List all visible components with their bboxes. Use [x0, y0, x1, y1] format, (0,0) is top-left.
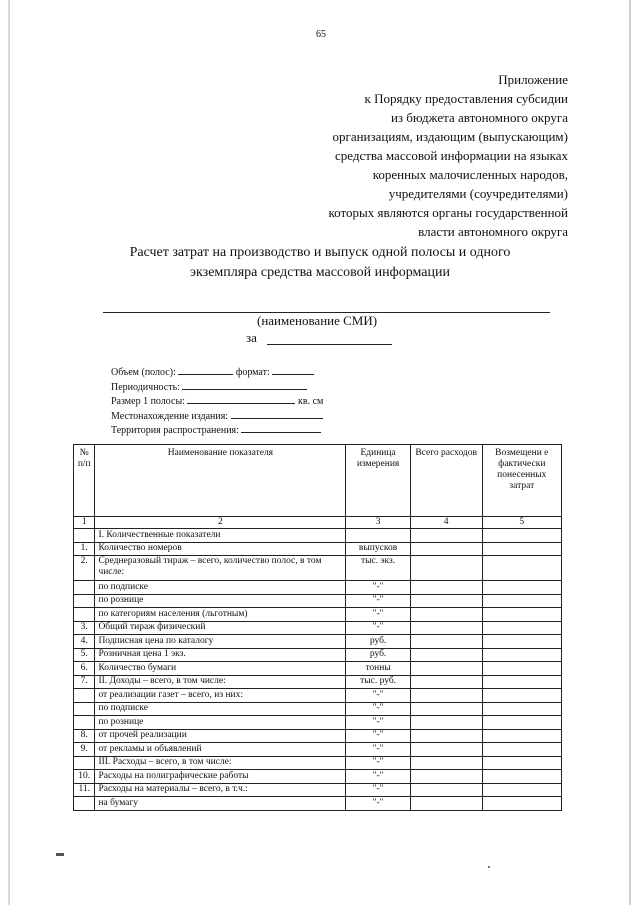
- table-row: [74, 797, 562, 811]
- row-reimbursement-value[interactable]: [482, 662, 561, 676]
- territory-blank: [241, 423, 321, 433]
- row-number: [74, 797, 95, 811]
- format-label: формат:: [235, 367, 270, 378]
- row-indicator: от рекламы и объявлений: [95, 743, 346, 757]
- row-total-value[interactable]: [410, 635, 482, 649]
- table-row: [74, 662, 562, 676]
- row-indicator: по рознице: [95, 716, 346, 730]
- table-row: [74, 529, 562, 543]
- location-label: Местонахождение издания:: [111, 410, 229, 422]
- period-row: [246, 330, 392, 346]
- row-total-value[interactable]: [410, 770, 482, 784]
- row-number: 8.: [74, 729, 95, 743]
- row-total-value[interactable]: [410, 662, 482, 676]
- row-indicator: по рознице: [95, 594, 346, 608]
- period-blank: [267, 331, 392, 345]
- header-unit: Единица измерения: [346, 445, 410, 517]
- row-reimbursement-value[interactable]: [482, 797, 561, 811]
- row-reimbursement-value[interactable]: [482, 635, 561, 649]
- row-unit: "-": [346, 621, 410, 635]
- format-blank: [272, 365, 314, 375]
- scan-edge-right: [629, 0, 631, 905]
- row-reimbursement-value[interactable]: [482, 783, 561, 797]
- header-no: № п/п: [74, 445, 95, 517]
- row-indicator: Расходы на полиграфические работы: [95, 770, 346, 784]
- row-total-value[interactable]: [410, 648, 482, 662]
- row-total-value[interactable]: [410, 581, 482, 595]
- row-number: 2.: [74, 556, 95, 581]
- row-total-value[interactable]: [410, 689, 482, 703]
- scan-mark: [56, 853, 64, 856]
- row-indicator: I. Количественные показатели: [95, 529, 346, 543]
- cost-calculation-table: [73, 444, 562, 811]
- periodicity-label: Периодичность:: [111, 381, 180, 393]
- location-blank: [231, 409, 323, 419]
- row-reimbursement-value[interactable]: [482, 581, 561, 595]
- row-number: 6.: [74, 662, 95, 676]
- row-unit: "-": [346, 716, 410, 730]
- table-row: [74, 608, 562, 622]
- column-number: 4: [410, 517, 482, 529]
- row-total-value[interactable]: [410, 556, 482, 581]
- header-name: Наименование показателя: [95, 445, 346, 517]
- appendix-line: средства массовой информации на языках: [334, 148, 568, 163]
- appendix-line: которых являются органы государственной: [328, 205, 568, 220]
- row-indicator: Среднеразовый тираж – всего, количество полос, в том числе:: [95, 556, 346, 581]
- row-reimbursement-value[interactable]: [482, 594, 561, 608]
- row-number: 7.: [74, 675, 95, 689]
- row-unit: "-": [346, 729, 410, 743]
- page-size-unit: кв. см: [297, 396, 324, 407]
- table-row: [74, 756, 562, 770]
- row-unit: руб.: [346, 635, 410, 649]
- row-unit: "-": [346, 770, 410, 784]
- row-number: 4.: [74, 635, 95, 649]
- row-number: 11.: [74, 783, 95, 797]
- row-number: [74, 716, 95, 730]
- row-total-value[interactable]: [410, 729, 482, 743]
- row-number: 10.: [74, 770, 95, 784]
- row-total-value[interactable]: [410, 542, 482, 556]
- column-numbers-row: [74, 517, 562, 529]
- document-title: [70, 243, 570, 283]
- appendix-line: к Порядку предоставления субсидии: [364, 91, 568, 106]
- appendix-line: из бюджета автономного округа: [390, 110, 568, 125]
- row-unit: тонны: [346, 662, 410, 676]
- table-row: [74, 743, 562, 757]
- row-total-value[interactable]: [410, 529, 482, 543]
- row-number: [74, 608, 95, 622]
- row-reimbursement-value[interactable]: [482, 702, 561, 716]
- appendix-block: [329, 70, 568, 241]
- row-number: [74, 689, 95, 703]
- row-unit: "-": [346, 608, 410, 622]
- field-volume: [111, 365, 323, 380]
- row-number: [74, 702, 95, 716]
- row-reimbursement-value[interactable]: [482, 621, 561, 635]
- column-number: 1: [74, 517, 95, 529]
- row-reimbursement-value[interactable]: [482, 675, 561, 689]
- row-unit: тыс. руб.: [346, 675, 410, 689]
- table-row: [74, 556, 562, 581]
- table-row: [74, 542, 562, 556]
- row-indicator: по подписке: [95, 702, 346, 716]
- row-reimbursement-value[interactable]: [482, 729, 561, 743]
- row-total-value[interactable]: [410, 716, 482, 730]
- row-total-value[interactable]: [410, 608, 482, 622]
- row-indicator: Расходы на материалы – всего, в т.ч.:: [95, 783, 346, 797]
- column-number: 3: [346, 517, 410, 529]
- row-total-value[interactable]: [410, 756, 482, 770]
- table-row: [74, 648, 562, 662]
- publication-fields: [111, 365, 323, 438]
- table-row: [74, 635, 562, 649]
- row-reimbursement-value[interactable]: [482, 689, 561, 703]
- row-reimbursement-value[interactable]: [482, 529, 561, 543]
- row-indicator: от прочей реализации: [95, 729, 346, 743]
- row-unit: "-": [346, 581, 410, 595]
- table-row: [74, 621, 562, 635]
- period-label: за: [246, 330, 257, 345]
- periodicity-blank: [182, 380, 307, 390]
- row-reimbursement-value[interactable]: [482, 756, 561, 770]
- volume-blank: [178, 365, 233, 375]
- appendix-line: коренных малочисленных народов,: [372, 167, 568, 182]
- table-row: [74, 729, 562, 743]
- field-page-size: [111, 394, 323, 409]
- row-indicator: III. Расходы – всего, в том числе:: [95, 756, 346, 770]
- row-indicator: Розничная цена 1 экз.: [95, 648, 346, 662]
- row-unit: "-": [346, 594, 410, 608]
- row-reimbursement-value[interactable]: [482, 608, 561, 622]
- row-number: 9.: [74, 743, 95, 757]
- row-total-value[interactable]: [410, 621, 482, 635]
- scan-dot: [488, 866, 490, 868]
- table-row: [74, 581, 562, 595]
- row-reimbursement-value[interactable]: [482, 542, 561, 556]
- row-unit: руб.: [346, 648, 410, 662]
- row-total-value[interactable]: [410, 675, 482, 689]
- row-indicator: Количество бумаги: [95, 662, 346, 676]
- row-unit: "-": [346, 756, 410, 770]
- column-number: 5: [482, 517, 561, 529]
- table-row: [74, 770, 562, 784]
- row-indicator: Количество номеров: [95, 542, 346, 556]
- volume-label: Объем (полос):: [111, 367, 176, 378]
- row-indicator: II. Доходы – всего, в том числе:: [95, 675, 346, 689]
- row-total-value[interactable]: [410, 797, 482, 811]
- page-size-label: Размер 1 полосы:: [111, 396, 185, 407]
- field-location: [111, 409, 323, 424]
- title-line-1: Расчет затрат на производство и выпуск одной полосы и одного: [129, 245, 511, 260]
- appendix-line: Приложение: [498, 72, 568, 87]
- row-reimbursement-value[interactable]: [482, 770, 561, 784]
- row-unit: "-": [346, 743, 410, 757]
- header-reimbursement: Возмещени е фактически понесенных затрат: [482, 445, 561, 517]
- row-total-value[interactable]: [410, 743, 482, 757]
- row-indicator: по категориям населения (льготным): [95, 608, 346, 622]
- page-size-blank: [187, 394, 295, 404]
- row-total-value[interactable]: [410, 594, 482, 608]
- media-name-label: (наименование СМИ): [257, 313, 378, 328]
- row-indicator: на бумагу: [95, 797, 346, 811]
- row-unit: тыс. экз.: [346, 556, 410, 581]
- table-row: [74, 689, 562, 703]
- appendix-line: власти автономного округа: [418, 224, 568, 239]
- row-unit: выпусков: [346, 542, 410, 556]
- row-reimbursement-value[interactable]: [482, 648, 561, 662]
- row-indicator: от реализации газет – всего, из них:: [95, 689, 346, 703]
- row-indicator: Общий тираж физический: [95, 621, 346, 635]
- header-total: Всего расходов: [410, 445, 482, 517]
- row-number: [74, 756, 95, 770]
- row-number: [74, 529, 95, 543]
- appendix-line: учредителями (соучредителями): [388, 186, 568, 201]
- table-row: [74, 716, 562, 730]
- column-number: 2: [95, 517, 346, 529]
- territory-label: Территория распространения:: [111, 425, 239, 436]
- row-unit: "-": [346, 689, 410, 703]
- row-reimbursement-value[interactable]: [482, 556, 561, 581]
- row-unit: "-": [346, 702, 410, 716]
- table-row: [74, 702, 562, 716]
- table-row: [74, 594, 562, 608]
- row-indicator: Подписная цена по каталогу: [95, 635, 346, 649]
- row-number: 3.: [74, 621, 95, 635]
- row-number: [74, 594, 95, 608]
- page-number: 65: [316, 29, 326, 40]
- row-reimbursement-value[interactable]: [482, 743, 561, 757]
- row-unit: "-": [346, 783, 410, 797]
- field-periodicity: [111, 380, 323, 395]
- table-header-row: [74, 445, 562, 517]
- row-reimbursement-value[interactable]: [482, 716, 561, 730]
- row-number: 1.: [74, 542, 95, 556]
- row-indicator: по подписке: [95, 581, 346, 595]
- row-total-value[interactable]: [410, 702, 482, 716]
- title-line-2: экземпляра средства массовой информации: [190, 265, 450, 280]
- table-row: [74, 783, 562, 797]
- row-number: [74, 581, 95, 595]
- row-total-value[interactable]: [410, 783, 482, 797]
- row-unit: "-": [346, 797, 410, 811]
- field-territory: [111, 423, 323, 438]
- table-row: [74, 675, 562, 689]
- scan-edge-left: [8, 0, 10, 905]
- row-number: 5.: [74, 648, 95, 662]
- appendix-line: организациям, издающим (выпускающим): [332, 129, 568, 144]
- row-unit: [346, 529, 410, 543]
